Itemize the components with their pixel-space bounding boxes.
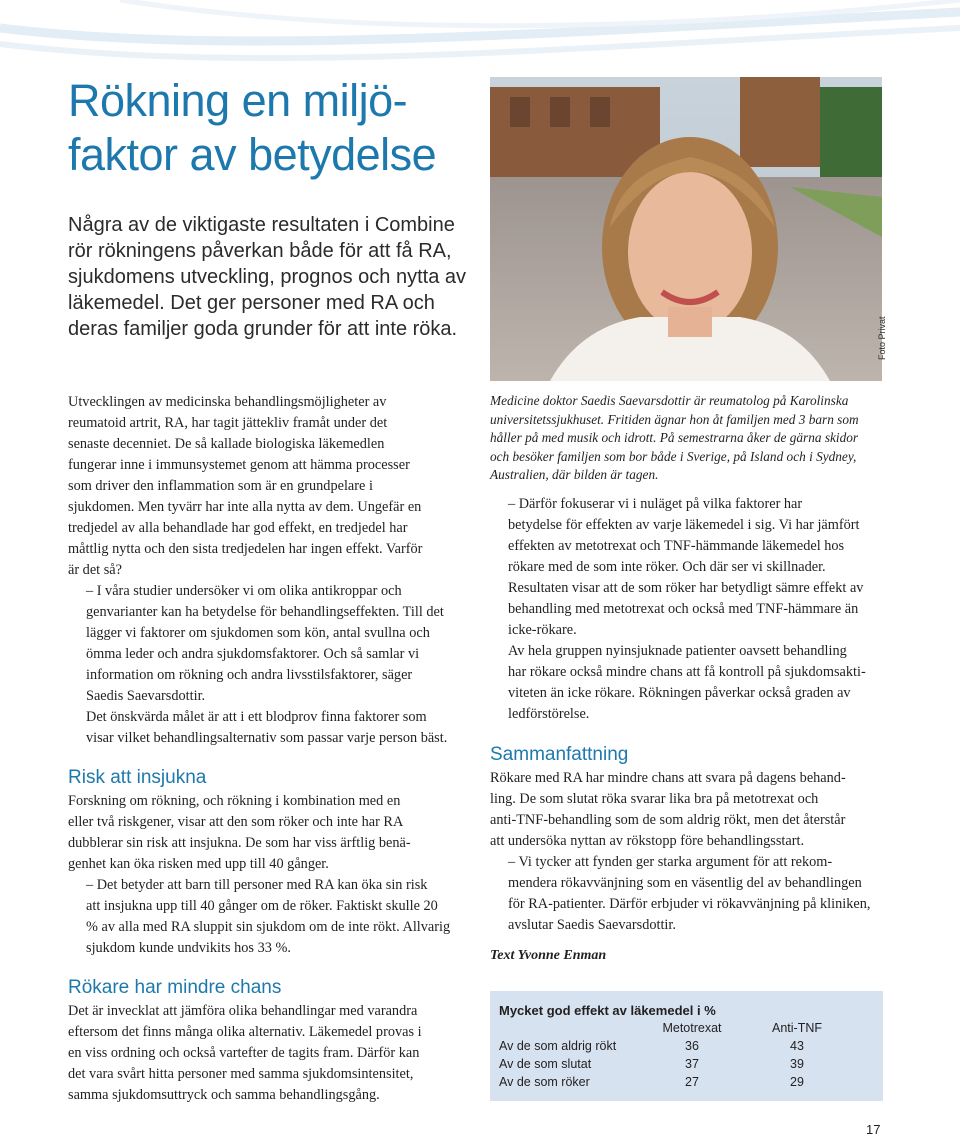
text-line: Det önskvärda målet är att i ett blodprov finna faktorer som: [86, 709, 427, 725]
text-line: Utvecklingen av medicinska behandlingsmöjligheter av: [68, 394, 387, 410]
table-header-cell: Metotrexat: [662, 1021, 722, 1035]
text-line: mendera rökavvänjning som en väsentlig del av behandlingen: [508, 875, 862, 891]
summary-section-text: [490, 768, 884, 936]
table-cell: 27: [685, 1075, 699, 1089]
text-line: rökare med de som inte röker. Och där ser vi skillnader.: [508, 559, 826, 575]
text-line: en viss ordning och också vartefter de tagits fram. Därför kan: [68, 1045, 420, 1061]
lead-line: sjukdomens utveckling, prognos och nytta av: [68, 266, 466, 288]
text-line: det vara svårt hitta personer med samma sjukdomsintensitet,: [68, 1066, 414, 1082]
text-line: eller två riskgener, visar att den som röker och inte har RA: [68, 814, 404, 830]
body-paragraph: [68, 581, 464, 707]
text-line: visar vilket behandlingsalternativ som passar varje person bäst.: [86, 730, 448, 746]
table-cell: 43: [790, 1039, 804, 1053]
text-line: eftersom det finns många olika alternativ. Läkemedel provas i: [68, 1024, 422, 1040]
text-line: avslutar Saedis Saevarsdottir.: [508, 917, 676, 933]
table-row: [490, 1039, 883, 1057]
section-heading-summary: Sammanfattning: [490, 744, 629, 765]
text-line: reumatoid artrit, RA, har tagit jättekliv framåt under det: [68, 415, 388, 431]
author-byline: Text Yvonne Enman: [490, 948, 607, 963]
table-cell: Av de som aldrig rökt: [499, 1039, 617, 1053]
decorative-waves: [0, 0, 960, 80]
table-row: [490, 1075, 883, 1093]
text-line: att insjukna upp till 40 gånger om de röker. Faktiskt skulle 20: [86, 898, 438, 914]
caption-line: universitetssjukhuset. Fritiden ägnar hon åt familjen med 3 barn som: [490, 411, 859, 427]
chans-section-text: [68, 1001, 464, 1106]
title-line: faktor av betydelse: [68, 129, 437, 180]
caption-line: och besöker familjen som bor både i Sverige, på Island och i Sydney,: [490, 448, 857, 464]
text-line: Saedis Saevarsdottir.: [86, 688, 206, 704]
text-line: behandling med metotrexat och också med TNF-hämmare än: [508, 601, 859, 617]
text-line: har rökare också mindre chans att få kontroll på sjukdomsakti-: [508, 664, 866, 680]
text-line: – Vi tycker att fynden ger starka argument för att rekom-: [508, 854, 833, 870]
table-cell: 39: [790, 1057, 804, 1071]
text-line: effekten av metotrexat och TNF-hämmande läkemedel hos: [508, 538, 845, 554]
text-line: information om rökning och andra livsstilsfaktorer, säger: [86, 667, 413, 683]
photo-caption: [490, 392, 884, 485]
table-header-cell: Anti-TNF: [772, 1021, 822, 1035]
text-line: sjukdomen. Men tyvärr har inte alla nytta av dem. Ungefär en: [68, 499, 422, 515]
text-line: ledförstörelse.: [508, 706, 590, 722]
text-line: betydelse för effekten av varje läkemedel i sig. Vi har jämfört: [508, 517, 860, 533]
text-line: som driver den inflammation som är en grundpelare i: [68, 478, 373, 494]
text-line: Av hela gruppen nyinsjuknade patienter oavsett behandling: [508, 643, 847, 659]
text-line: genhet kan öka risken med upp till 40 gånger.: [68, 856, 329, 872]
text-line: – I våra studier undersöker vi om olika antikroppar och: [86, 583, 402, 599]
caption-line: håller på med musik och idrott. På semestrarna åker de gärna skidor: [490, 430, 859, 445]
body-paragraph: [68, 1001, 464, 1106]
text-line: dubblerar sin risk att insjukna. De som har viss ärftlig benä-: [68, 835, 411, 851]
text-line: anti-TNF-behandling som de som aldrig rökt, men det återstår: [490, 812, 846, 828]
body-paragraph: [68, 791, 464, 875]
page-number: 17: [866, 1122, 881, 1137]
text-line: samma sjukdomsuttryck och samma behandlingsgång.: [68, 1087, 380, 1103]
text-line: genvarianter kan ha betydelse för behandlingseffekten. Till det: [86, 604, 444, 620]
text-line: för RA-patienter. Därför erbjuder vi rökavvänjning på kliniken,: [508, 896, 871, 912]
body-paragraph: [68, 875, 464, 959]
text-line: tredjedel av alla behandlade har god effekt, en tredjedel har: [68, 520, 408, 536]
text-line: fungerar inne i immunsystemet genom att hämma processer: [68, 457, 410, 473]
lead-paragraph: [68, 212, 468, 342]
lead-line: rör rökningens påverkan både för att få RA,: [68, 240, 452, 262]
text-line: ling. De som slutat röka svarar lika bra på metotrexat och: [490, 791, 819, 807]
right-column-text: [490, 494, 884, 725]
table-title: Mycket god effekt av läkemedel i %: [499, 1003, 716, 1018]
lead-line: Några av de viktigaste resultaten i Combine: [68, 214, 455, 236]
text-line: % av alla med RA sluppit sin sjukdom om de inte rökt. Allvarig: [86, 919, 451, 935]
lead-line: läkemedel. Det ger personer med RA och: [68, 292, 435, 314]
table-row: [490, 1057, 883, 1075]
photo-credit: Foto Privat: [877, 316, 887, 360]
caption-line: Medicine doktor Saedis Saevarsdottir är reumatolog på Karolinska: [490, 393, 849, 408]
section-heading-chans: Rökare har mindre chans: [68, 977, 282, 998]
text-line: sjukdom kunde undvikits hos 33 %.: [86, 940, 291, 956]
text-line: att undersöka nyttan av rökstopp före behandlingsstart.: [490, 833, 805, 849]
body-paragraph: [490, 768, 884, 852]
text-line: – Det betyder att barn till personer med RA kan öka sin risk: [86, 877, 428, 893]
table-cell: 29: [790, 1075, 804, 1089]
table-header-row: [490, 1021, 883, 1039]
text-line: icke-rökare.: [508, 622, 577, 638]
text-line: senaste decenniet. De så kallade biologiska läkemedlen: [68, 436, 385, 452]
body-paragraph: [490, 641, 884, 725]
table-cell: Av de som röker: [499, 1075, 590, 1089]
text-line: – Därför fokuserar vi i nuläget på vilka faktorer har: [508, 496, 803, 512]
body-paragraph: [490, 852, 884, 936]
text-line: är det så?: [68, 562, 122, 578]
section-heading-risk: Risk att insjukna: [68, 767, 207, 788]
text-line: Resultaten visar att de som röker har betydligt sämre effekt av: [508, 580, 864, 596]
table-cell: 36: [685, 1039, 699, 1053]
body-paragraph: [68, 707, 464, 749]
page-title: [68, 74, 436, 182]
risk-section-text: [68, 791, 464, 959]
table-cell: Av de som slutat: [499, 1057, 592, 1071]
table-cell: 37: [685, 1057, 699, 1071]
text-line: måttlig nytta och den sista tredjedelen har ingen effekt. Varför: [68, 541, 423, 557]
text-line: Forskning om rökning, och rökning i kombination med en: [68, 793, 401, 809]
text-line: ömma leder och andra sjukdomsfaktorer. Och så samlar vi: [86, 646, 420, 662]
body-paragraph: [490, 494, 884, 641]
left-column-intro: [68, 392, 464, 749]
lead-line: deras familjer goda grunder för att inte röka.: [68, 318, 458, 340]
text-line: Det är invecklat att jämföra olika behandlingar med varandra: [68, 1003, 418, 1019]
caption-line: Australien, där bilden är tagen.: [490, 467, 659, 482]
text-line: lägger vi faktorer om sjukdomen som kön, antal svullna och: [86, 625, 430, 641]
text-line: viteten än icke rökare. Rökningen påverkar också graden av: [508, 685, 851, 701]
body-paragraph: [68, 392, 464, 581]
title-line: Rökning en miljö-: [68, 75, 408, 126]
effect-table: [490, 991, 883, 1101]
portrait-photo: [490, 77, 882, 381]
text-line: Rökare med RA har mindre chans att svara på dagens behand-: [490, 770, 846, 786]
